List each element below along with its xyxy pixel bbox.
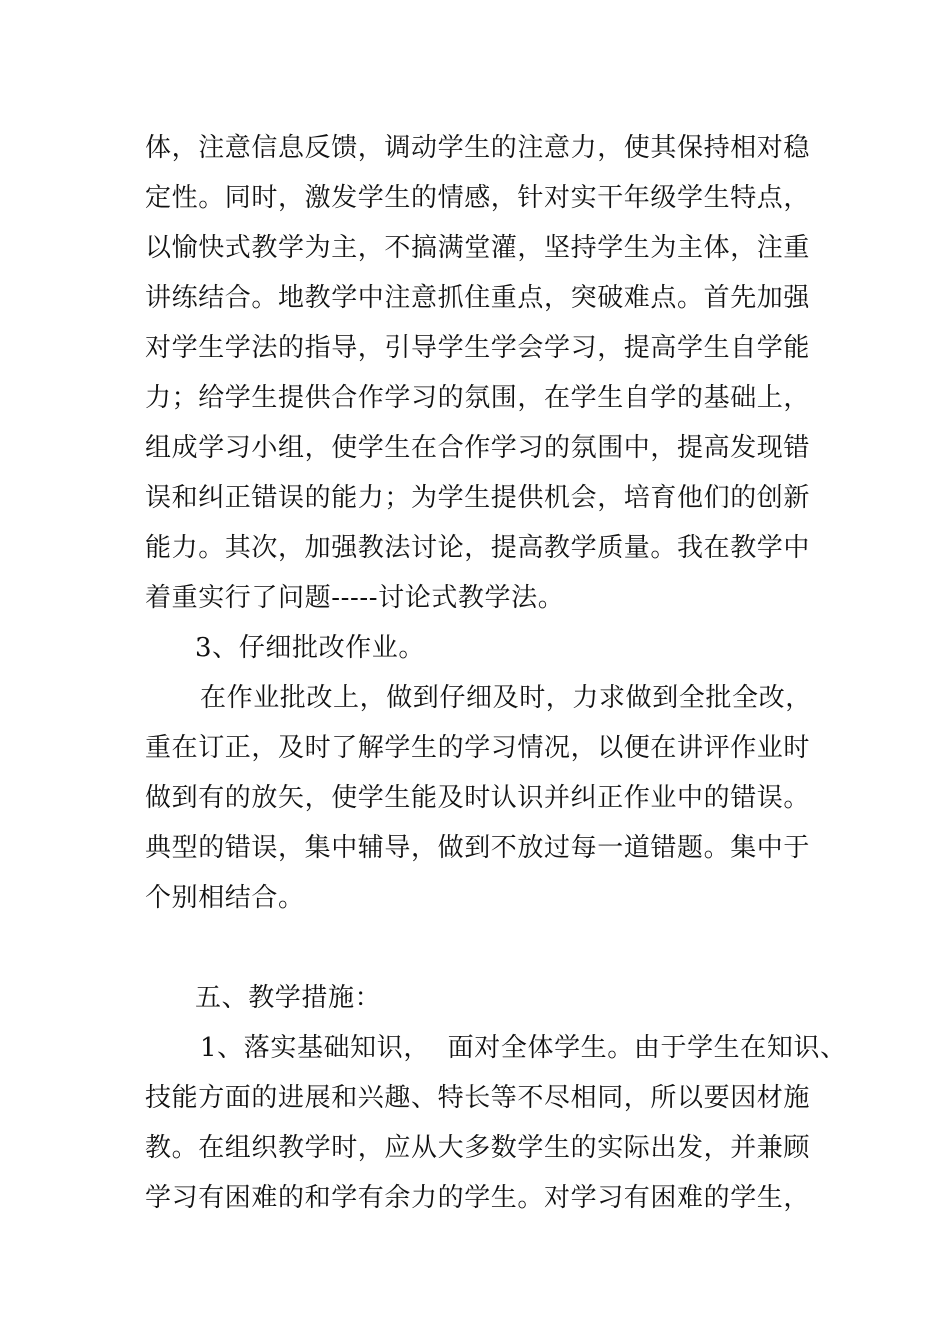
section-heading: 3、仔细批改作业。: [195, 633, 425, 663]
text-line: 着重实行了问题-----讨论式教学法。: [145, 583, 565, 613]
section-heading: 五、教学措施：: [195, 983, 382, 1013]
text-line: 讲练结合。地教学中注意抓住重点，突破难点。首先加强: [145, 283, 811, 313]
paragraph-first-line: 在作业批改上，做到仔细及时，力求做到全批全改，: [200, 683, 812, 713]
text-line: 典型的错误，集中辅导，做到不放过每一道错题。集中于: [145, 833, 811, 863]
text-line: 体，注意信息反馈，调动学生的注意力，使其保持相对稳: [145, 133, 811, 163]
text-line: 组成学习小组，使学生在合作学习的氛围中，提高发现错: [145, 433, 811, 463]
text-line: 做到有的放矢，使学生能及时认识并纠正作业中的错误。: [145, 783, 811, 813]
text-line: 重在订正，及时了解学生的学习情况，以便在讲评作业时: [145, 733, 811, 763]
text-line: 个别相结合。: [145, 883, 305, 913]
text-line: 能力。其次，加强教法讨论，提高教学质量。我在教学中: [145, 533, 811, 563]
text-line: 学习有困难的和学有余力的学生。对学习有困难的学生，: [145, 1183, 811, 1213]
text-line: 教。在组织教学时，应从大多数学生的实际出发，并兼顾: [145, 1133, 811, 1163]
text-line: 以愉快式教学为主，不搞满堂灌，坚持学生为主体，注重: [145, 233, 811, 263]
text-line: 技能方面的进展和兴趣、特长等不尽相同，所以要因材施: [145, 1083, 811, 1113]
text-line: 力；给学生提供合作学习的氛围，在学生自学的基础上，: [145, 383, 811, 413]
text-line: 误和纠正错误的能力；为学生提供机会，培育他们的创新: [145, 483, 811, 513]
paragraph-first-line: 1、落实基础知识， 面对全体学生。由于学生在知识、: [200, 1033, 847, 1063]
text-line: 对学生学法的指导，引导学生学会学习，提高学生自学能: [145, 333, 811, 363]
text-line: 定性。同时，激发学生的情感，针对实干年级学生特点，: [145, 183, 811, 213]
